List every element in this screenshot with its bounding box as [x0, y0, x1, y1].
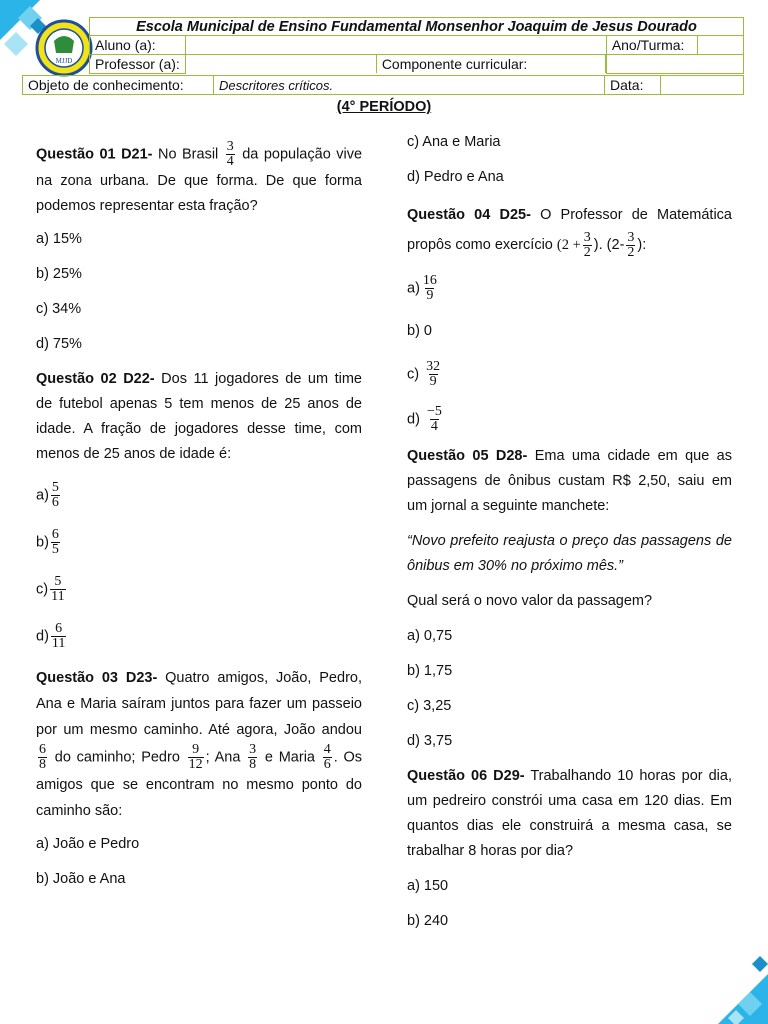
- question-1: [36, 140, 362, 219]
- q6-option-a[interactable]: a) 150: [407, 878, 449, 894]
- question-2-text: Dos 11 jogadores de um time de futebol apenas 5 tem menos de 25 anos de idade. A fração de jogadores desse time, com menos de 25 anos de idade é:: [36, 371, 362, 462]
- professor-field[interactable]: [186, 55, 377, 73]
- left-column: [36, 140, 362, 892]
- school-logo: [32, 19, 96, 77]
- question-1-head: Questão 01 D21-: [36, 146, 153, 163]
- data-label: Data:: [605, 76, 661, 95]
- q3-option-d[interactable]: d) Pedro e Ana: [407, 169, 504, 185]
- professor-label: Professor (a):: [90, 55, 186, 74]
- question-5-question: Qual será o novo valor da passagem?: [407, 593, 653, 609]
- logo-text: MJJD: [55, 57, 73, 65]
- objeto-value: Descritores críticos.: [214, 76, 605, 95]
- question-1-fraction: $\frac{3}{4}$: [226, 139, 234, 169]
- right-column: [407, 130, 732, 934]
- componente-label: Componente curricular:: [376, 55, 605, 73]
- q4-option-c[interactable]: c) $\frac{32}{9}$: [407, 359, 441, 389]
- question-4-head: Questão 04 D25-: [407, 207, 531, 223]
- question-5-quote: “Novo prefeito reajusta o preço das passagens de ônibus em 30% no próximo mês.”: [407, 533, 732, 574]
- q3-option-b[interactable]: b) João e Ana: [36, 871, 126, 887]
- ano-label: Ano/Turma:: [606, 36, 697, 55]
- q4-option-d[interactable]: d) $\frac{-5}{4}$: [407, 404, 442, 434]
- q1-option-a[interactable]: a) 15%: [36, 231, 82, 247]
- componente-field[interactable]: [606, 55, 743, 74]
- q2-option-a[interactable]: a) $\frac{5}{6}$: [36, 480, 59, 510]
- header-table: [89, 35, 744, 74]
- aluno-field[interactable]: [185, 36, 606, 55]
- objeto-label: Objeto de conhecimento:: [23, 76, 214, 95]
- question-2: [36, 367, 362, 467]
- question-3: Questão 03 D23- Quatro amigos, João, Pedro, Ana e Maria saíram juntos para fazer um passeio por um mesmo caminho. Até agora, João andou $\frac{6}{8}$ do caminho; Pedro $\frac{9}{12}$ ; Ana $\frac{3}{8}$ e Maria $\frac{4}{6}$ . Os amigos que se encontram no mesmo ponto do caminho são:: [36, 670, 363, 819]
- ano-field[interactable]: [697, 36, 743, 55]
- q2-option-c[interactable]: c) $\frac{5}{11}$: [36, 574, 65, 604]
- period-title: (4° PERÍODO): [336, 99, 432, 115]
- q4-option-a[interactable]: a) $\frac{16}{9}$: [407, 273, 437, 303]
- header: [22, 17, 744, 97]
- q4-option-b[interactable]: b) 0: [407, 323, 432, 339]
- question-6-head: Questão 06 D29-: [407, 768, 525, 784]
- question-3-head: Questão 03 D23-: [36, 670, 158, 686]
- school-name: Escola Municipal de Ensino Fundamental Monsenhor Joaquim de Jesus Dourado: [89, 17, 744, 35]
- q1-option-c[interactable]: c) 34%: [36, 301, 82, 317]
- q1-option-d[interactable]: d) 75%: [36, 336, 82, 352]
- data-field[interactable]: [661, 76, 744, 95]
- q1-option-b[interactable]: b) 25%: [36, 266, 82, 282]
- q2-option-b[interactable]: b) $\frac{6}{5}$: [36, 527, 59, 557]
- question-6: Questão 06 D29- Trabalhando 10 horas por dia, um pedreiro constrói uma casa em 120 dias. Em quantos dias ele construirá a mesma casa, se trabalhar 8 horas por dia?: [407, 768, 732, 859]
- question-1-text-2: da população vive na zona urbana. De que forma. De que forma podemos representar esta fração?: [36, 146, 363, 214]
- q3-option-a[interactable]: a) João e Pedro: [36, 836, 140, 852]
- question-1-text-1: No Brasil: [158, 146, 219, 163]
- objeto-table: [22, 75, 744, 95]
- q2-option-d[interactable]: d) $\frac{6}{11}$: [36, 621, 66, 651]
- q3-option-c[interactable]: c) Ana e Maria: [407, 134, 501, 150]
- q6-option-b[interactable]: b) 240: [407, 913, 449, 929]
- q5-option-b[interactable]: b) 1,75: [407, 663, 453, 679]
- question-5-head: Questão 05 D28-: [407, 448, 528, 464]
- q5-option-c[interactable]: c) 3,25: [407, 698, 452, 714]
- corner-decoration-bottom-right: [708, 934, 768, 1024]
- question-5: Questão 05 D28- Ema uma cidade em que as passagens de ônibus custam R$ 2,50, saiu em um jornal a seguinte manchete:: [407, 448, 732, 514]
- question-2-head: Questão 02 D22-: [36, 371, 155, 387]
- q5-option-d[interactable]: d) 3,75: [407, 733, 453, 749]
- q5-option-a[interactable]: a) 0,75: [407, 628, 453, 644]
- aluno-label: Aluno (a):: [90, 36, 186, 55]
- question-4: Questão 04 D25- O Professor de Matemática propôs como exercício (2 + $\frac{3}{2}$ ). (2- $\frac{3}{2}$ ):: [407, 207, 732, 260]
